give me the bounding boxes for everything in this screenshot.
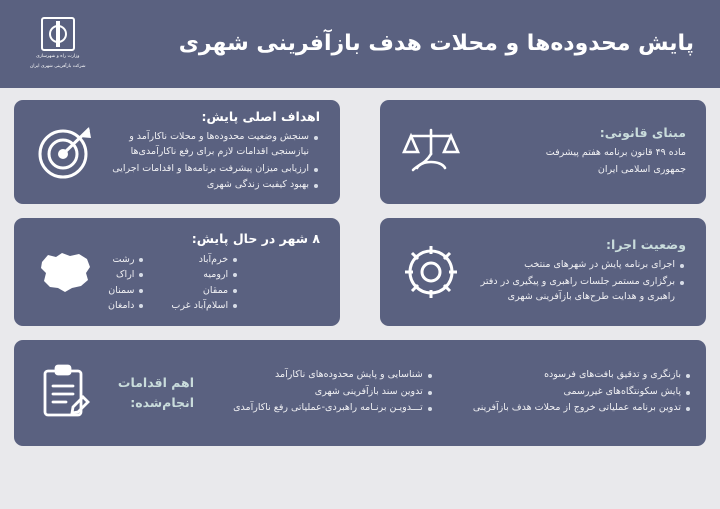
scales-of-justice-icon [394, 115, 468, 189]
cards-row-3 [14, 340, 706, 446]
logo-line-2: شرکت بازآفرینی شهری ایران [30, 64, 86, 69]
page-title: پایش محدوده‌ها و محلات هدف بازآفرینی شهری [178, 31, 694, 57]
list-item: ارزیابی میزان پیشرفت برنامه‌ها و اقدامات اجرایی [108, 162, 320, 177]
list-item: پایش سکونتگاه‌های غیررسمی [452, 385, 692, 400]
iran-map-icon [28, 235, 102, 309]
card-main-goals-title: اهداف اصلی پایش: [201, 109, 320, 125]
card-legal-basis-text [474, 146, 686, 179]
card-cities-monitoring [14, 218, 340, 326]
list-item: بازنگری و تدقیق بافت‌های فرسوده [452, 368, 692, 383]
cities-columns [108, 252, 320, 313]
list-item: ممقان [171, 283, 239, 298]
list-item: دامغان [108, 298, 145, 313]
list-item: خرم‌آباد [171, 252, 239, 267]
completed-actions-bullets-left [452, 368, 692, 416]
card-execution-status-body [468, 237, 692, 306]
list-item: رشت [108, 252, 145, 267]
card-cities-title: ۸ شهر در حال پایش: [191, 231, 320, 247]
list-item: اراک [108, 267, 145, 282]
page-header [0, 0, 720, 88]
completed-actions-bullets-right [212, 368, 434, 416]
list-item: برگزاری مستمر جلسات راهبری و پیگیری در دفتر راهبری و هدایت طرح‌های بازآفرینی شهری [474, 275, 686, 304]
logo-emblem-icon [41, 17, 75, 51]
cards-board [14, 100, 706, 446]
footer-strip [0, 487, 720, 509]
card-legal-basis [380, 100, 706, 204]
card-execution-status-title: وضعیت اجرا: [606, 237, 686, 253]
card-completed-actions-body [102, 368, 692, 418]
target-arrow-icon [28, 115, 102, 189]
list-item: بهبود کیفیت زندگی شهری [108, 178, 320, 193]
cities-column-left [108, 252, 145, 313]
card-main-goals-bullets [108, 130, 320, 195]
list-item: شناسایی و پایش محدوده‌های ناکارآمد [212, 368, 434, 383]
cities-column-right [171, 252, 239, 313]
list-item: سمنان [108, 283, 145, 298]
card-legal-basis-body [468, 125, 692, 179]
cards-row-1 [14, 100, 706, 204]
list-item: تدوین سند بازآفرینی شهری [212, 385, 434, 400]
card-completed-actions [14, 340, 706, 446]
list-item: جمهوری اسلامی ایران [597, 163, 686, 175]
cards-row-2 [14, 218, 706, 326]
card-completed-actions-title: اهم اقدامات انجام‌شده: [117, 375, 194, 410]
logo-line-1: وزارت راه و شهرسازی [36, 54, 80, 60]
list-item: اسلام‌آباد غرب [171, 298, 239, 313]
list-item: سنجش وضعیت محدوده‌ها و محلات ناکارآمد و نیازسنجی اقدامات لازم برای رفع ناکارآمدی‌ها [108, 130, 320, 159]
card-legal-basis-title: مبنای قانونی: [599, 124, 686, 140]
completed-actions-column-left [452, 368, 692, 418]
gear-settings-icon [394, 235, 468, 309]
list-item: تدوین برنامه عملیاتی خروج از محلات هدف بازآفرینی [452, 401, 692, 416]
completed-actions-column-right [212, 368, 434, 418]
card-execution-status [380, 218, 706, 326]
organization-logo [30, 17, 86, 71]
card-cities-body [102, 231, 326, 313]
list-item: ماده ۴۹ قانون برنامه هفتم پیشرفت [545, 146, 686, 158]
clipboard-checklist-icon [28, 356, 102, 430]
list-item: تـــدویـن برنـامه راهبردی-عملیاتی رفع ناکارآمدی [212, 401, 434, 416]
list-item: ارومیه [171, 267, 239, 282]
card-execution-status-bullets [474, 258, 686, 306]
card-main-goals-body [102, 109, 326, 195]
card-main-goals [14, 100, 340, 204]
list-item: اجرای برنامه پایش در شهرهای منتخب [474, 258, 686, 273]
